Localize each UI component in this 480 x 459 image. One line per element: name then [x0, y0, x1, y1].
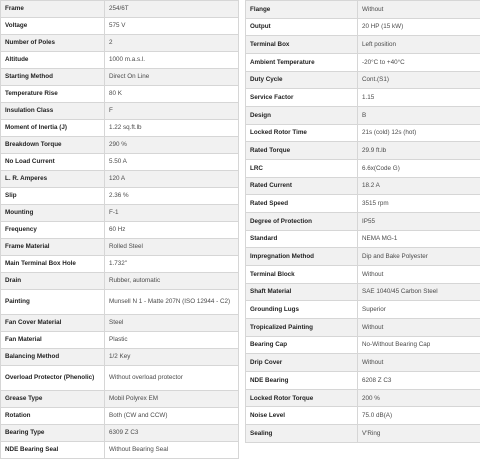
spec-value: Mobil Polyrex EM: [105, 391, 239, 408]
spec-label: Temperature Rise: [1, 86, 105, 103]
spec-row: [1, 408, 239, 425]
spec-value: V'Ring: [358, 425, 480, 443]
spec-row: [246, 71, 480, 89]
spec-value: 18.2 A: [358, 177, 480, 195]
spec-row: [246, 54, 480, 72]
spec-row: [246, 407, 480, 425]
spec-label: Insulation Class: [1, 103, 105, 120]
spec-label: Bearing Type: [1, 425, 105, 442]
spec-value: 1.732": [105, 256, 239, 273]
spec-label: Frame Material: [1, 239, 105, 256]
spec-row: [246, 142, 480, 160]
spec-row: [246, 266, 480, 284]
spec-row: [1, 222, 239, 239]
spec-value: 2: [105, 35, 239, 52]
spec-row: [1, 154, 239, 171]
spec-label: Terminal Block: [246, 266, 358, 284]
spec-label: Overload Protector (Phenolic): [1, 366, 105, 391]
spec-row: [1, 69, 239, 86]
spec-value: Both (CW and CCW): [105, 408, 239, 425]
spec-label: Flange: [246, 1, 358, 19]
spec-value: 254/6T: [105, 1, 239, 18]
spec-label: Main Terminal Box Hole: [1, 256, 105, 273]
spec-value: 1.22 sq.ft.lb: [105, 120, 239, 137]
spec-label: Duty Cycle: [246, 71, 358, 89]
spec-value: Without: [358, 1, 480, 19]
spec-label: Degree of Protection: [246, 213, 358, 231]
spec-label: Painting: [1, 290, 105, 315]
spec-row: [246, 354, 480, 372]
spec-value: Rolled Steel: [105, 239, 239, 256]
spec-row: [246, 301, 480, 319]
spec-label: Terminal Box: [246, 36, 358, 54]
spec-row: [1, 35, 239, 52]
spec-row: [246, 372, 480, 390]
spec-label: Slip: [1, 188, 105, 205]
spec-value: 1000 m.a.s.l.: [105, 52, 239, 69]
spec-row: [1, 273, 239, 290]
spec-row: [246, 425, 480, 443]
spec-row: [246, 283, 480, 301]
spec-row: [1, 315, 239, 332]
spec-value: IP55: [358, 213, 480, 231]
spec-label: Breakdown Torque: [1, 137, 105, 154]
spec-label: Starting Method: [1, 69, 105, 86]
spec-value: F-1: [105, 205, 239, 222]
spec-value: Plastic: [105, 332, 239, 349]
spec-value: Without: [358, 266, 480, 284]
spec-value: Steel: [105, 315, 239, 332]
spec-row: [1, 188, 239, 205]
spec-row: [246, 1, 480, 19]
spec-value: 2.36 %: [105, 188, 239, 205]
spec-label: Grease Type: [1, 391, 105, 408]
spec-row: [246, 107, 480, 125]
spec-label: Frequency: [1, 222, 105, 239]
spec-label: Design: [246, 107, 358, 125]
spec-row: [246, 36, 480, 54]
spec-label: Drip Cover: [246, 354, 358, 372]
spec-value: Direct On Line: [105, 69, 239, 86]
spec-value: Without: [358, 319, 480, 337]
spec-value: 3515 rpm: [358, 195, 480, 213]
spec-value: 1/2 Key: [105, 349, 239, 366]
spec-row: [1, 332, 239, 349]
spec-value: No-Without Bearing Cap: [358, 336, 480, 354]
spec-value: Cont.(S1): [358, 71, 480, 89]
spec-value: Dip and Bake Polyester: [358, 248, 480, 266]
spec-label: Bearing Cap: [246, 336, 358, 354]
spec-value: -20°C to +40°C: [358, 54, 480, 72]
spec-row: [1, 391, 239, 408]
spec-value: B: [358, 107, 480, 125]
spec-label: Fan Material: [1, 332, 105, 349]
spec-label: Grounding Lugs: [246, 301, 358, 319]
spec-value: Superior: [358, 301, 480, 319]
spec-value: Rubber, automatic: [105, 273, 239, 290]
spec-row: [246, 160, 480, 178]
spec-label: Altitude: [1, 52, 105, 69]
spec-label: Rated Current: [246, 177, 358, 195]
spec-label: Fan Cover Material: [1, 315, 105, 332]
spec-label: Standard: [246, 230, 358, 248]
spec-row: [1, 205, 239, 222]
spec-value: 6208 Z C3: [358, 372, 480, 390]
spec-value: 80 K: [105, 86, 239, 103]
spec-value: Left position: [358, 36, 480, 54]
spec-row: [246, 230, 480, 248]
spec-label: Locked Rotor Time: [246, 124, 358, 142]
spec-row: [1, 137, 239, 154]
spec-row: [1, 1, 239, 18]
spec-row: [246, 248, 480, 266]
spec-value: 6309 Z C3: [105, 425, 239, 442]
spec-row: [246, 89, 480, 107]
spec-label: Voltage: [1, 18, 105, 35]
spec-label: Rotation: [1, 408, 105, 425]
spec-row: [246, 124, 480, 142]
spec-row: [1, 52, 239, 69]
spec-label: Output: [246, 18, 358, 36]
spec-row: [246, 213, 480, 231]
spec-label: No Load Current: [1, 154, 105, 171]
spec-value: 60 Hz: [105, 222, 239, 239]
spec-label: NDE Bearing Seal: [1, 442, 105, 459]
spec-label: Moment of Inertia (J): [1, 120, 105, 137]
spec-value: Without overload protector: [105, 366, 239, 391]
spec-value: 120 A: [105, 171, 239, 188]
spec-label: Service Factor: [246, 89, 358, 107]
spec-label: Balancing Method: [1, 349, 105, 366]
spec-row: [246, 195, 480, 213]
spec-value: F: [105, 103, 239, 120]
spec-label: Shaft Material: [246, 283, 358, 301]
spec-value: 29.9 ft.lb: [358, 142, 480, 160]
spec-value: Without Bearing Seal: [105, 442, 239, 459]
spec-value: 200 %: [358, 389, 480, 407]
spec-row: [246, 389, 480, 407]
spec-label: Frame: [1, 1, 105, 18]
spec-label: Sealing: [246, 425, 358, 443]
spec-value: 21s (cold) 12s (hot): [358, 124, 480, 142]
spec-row: [1, 442, 239, 459]
spec-label: Rated Torque: [246, 142, 358, 160]
spec-label: Rated Speed: [246, 195, 358, 213]
spec-row: [1, 171, 239, 188]
spec-value: 6.6x(Code G): [358, 160, 480, 178]
spec-row: [246, 319, 480, 337]
spec-row: [1, 18, 239, 35]
spec-value: 290 %: [105, 137, 239, 154]
spec-row: [1, 290, 239, 315]
spec-row: [246, 177, 480, 195]
spec-label: NDE Bearing: [246, 372, 358, 390]
spec-label: Ambient Temperature: [246, 54, 358, 72]
spec-row: [1, 86, 239, 103]
spec-row: [1, 366, 239, 391]
spec-label: L. R. Amperes: [1, 171, 105, 188]
spec-row: [246, 336, 480, 354]
spec-label: Drain: [1, 273, 105, 290]
spec-value: 1.15: [358, 89, 480, 107]
spec-value: NEMA MG-1: [358, 230, 480, 248]
spec-value: Munsell N 1 - Matte 207N (ISO 12944 - C2): [105, 290, 239, 315]
spec-value: 575 V: [105, 18, 239, 35]
spec-value: 75.0 dB(A): [358, 407, 480, 425]
spec-row: [1, 103, 239, 120]
spec-row: [1, 120, 239, 137]
spec-row: [1, 425, 239, 442]
spec-value: 20 HP (15 kW): [358, 18, 480, 36]
spec-value: Without: [358, 354, 480, 372]
right-spec-table: [245, 0, 480, 443]
left-spec-table: [0, 0, 239, 459]
spec-row: [246, 18, 480, 36]
spec-label: Locked Rotor Torque: [246, 389, 358, 407]
spec-row: [1, 239, 239, 256]
spec-label: Mounting: [1, 205, 105, 222]
spec-label: Number of Poles: [1, 35, 105, 52]
spec-label: Noise Level: [246, 407, 358, 425]
spec-value: SAE 1040/45 Carbon Steel: [358, 283, 480, 301]
spec-value: 5.50 A: [105, 154, 239, 171]
spec-row: [1, 349, 239, 366]
spec-label: Impregnation Method: [246, 248, 358, 266]
spec-label: LRC: [246, 160, 358, 178]
spec-label: Tropicalized Painting: [246, 319, 358, 337]
spec-row: [1, 256, 239, 273]
